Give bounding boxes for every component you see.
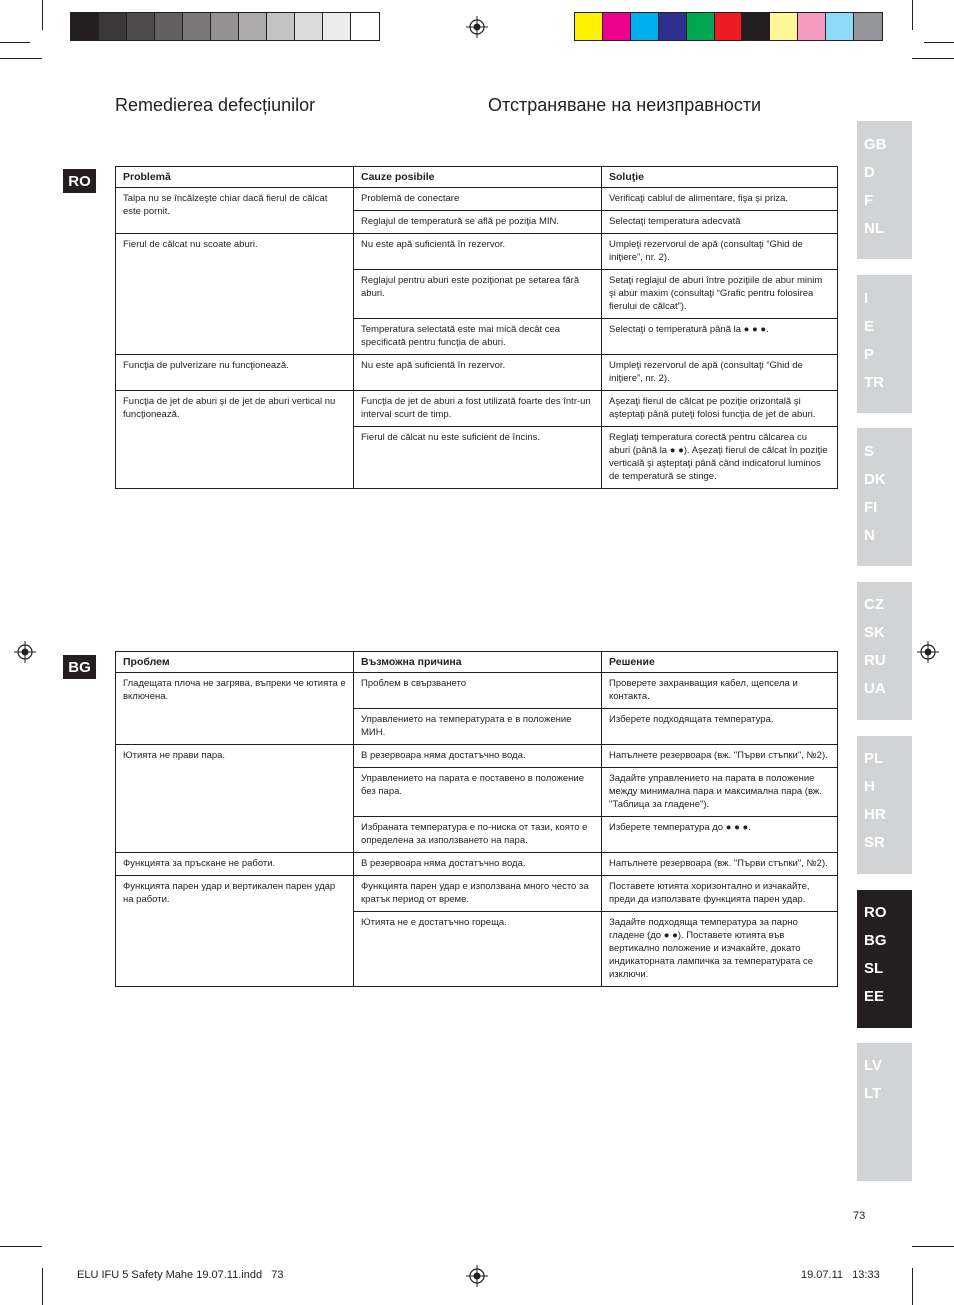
problem-cell: Гладещата плоча не загрява, въпреки че ютията е включена. [116, 673, 354, 745]
table-row [116, 188, 838, 211]
language-index-group [857, 428, 912, 566]
language-index-code: DK [864, 471, 886, 488]
language-index-code: CZ [864, 596, 884, 613]
language-index-code: LV [864, 1057, 883, 1074]
language-index-group [857, 275, 912, 413]
column-header: Възможна причина [354, 652, 602, 673]
footer-timestamp: 19.07.11 13:33 [801, 1269, 880, 1281]
color-swatch [603, 13, 631, 40]
solution-cell: Напълнете резервоара (вж. "Първи стъпки", №2). [602, 853, 838, 876]
column-header: Soluţie [602, 167, 838, 188]
crop-mark [912, 1268, 913, 1305]
cause-cell: Problemă de conectare [354, 188, 602, 211]
language-index-code: SL [864, 960, 884, 977]
problem-cell: Ютията не прави пара. [116, 745, 354, 853]
registration-mark-icon [917, 641, 939, 663]
problem-cell: Talpa nu se încălzeşte chiar dacă fierul de călcat este pornit. [116, 188, 354, 234]
language-index-code: LT [864, 1085, 882, 1102]
gray-swatch [351, 13, 379, 40]
solution-cell: Изберете подходящата температура. [602, 709, 838, 745]
language-index-code: NL [864, 220, 884, 237]
solution-cell: Umpleţi rezervorul de apă (consultaţi “Ghid de iniţiere”, nr. 2). [602, 355, 838, 391]
language-index-group [857, 736, 912, 874]
gray-swatch [323, 13, 351, 40]
column-header: Решение [602, 652, 838, 673]
solution-cell: Изберете температура до ● ● ●. [602, 817, 838, 853]
solution-cell: Verificaţi cablul de alimentare, fişa şi priza. [602, 188, 838, 211]
cause-cell: Управлението на температурата е в положение МИН. [354, 709, 602, 745]
gray-swatch [99, 13, 127, 40]
grayscale-color-bar [70, 12, 380, 41]
crop-mark [924, 42, 954, 43]
troubleshooting-table-bg [115, 651, 838, 987]
color-swatch [742, 13, 770, 40]
problem-cell: Funcţia de pulverizare nu funcţionează. [116, 355, 354, 391]
language-index-code: BG [864, 932, 887, 949]
registration-mark-icon [466, 1265, 488, 1287]
cause-cell: Проблем в свързването [354, 673, 602, 709]
color-swatch [715, 13, 743, 40]
crop-mark [0, 1246, 42, 1247]
cause-cell: Избраната температура е по-ниска от тази, която е определена за използването на пара. [354, 817, 602, 853]
registration-mark-icon [466, 16, 488, 38]
page-number: 73 [853, 1210, 866, 1222]
page-title-bg: Отстраняване на неизправности [488, 95, 762, 115]
language-index-code: I [864, 290, 869, 307]
language-index-code: P [864, 346, 875, 363]
cause-cell: Fierul de călcat nu este suficient de încins. [354, 427, 602, 489]
cause-cell: Ютията не е достатъчно гореща. [354, 912, 602, 987]
cause-cell: В резервоара няма достатъчно вода. [354, 745, 602, 768]
table-row [116, 876, 838, 912]
language-index-code: S [864, 443, 875, 460]
solution-cell: Задайте подходяща температура за парно гладене (до ● ●). Поставете ютията във вертикално положение и изчакайте, докато индикаторната лампичка за температурата се изключи. [602, 912, 838, 987]
language-index-code: PL [864, 750, 884, 767]
problem-cell: Функцията за пръскане не работи. [116, 853, 354, 876]
crop-mark [0, 42, 30, 43]
crop-mark [912, 0, 913, 30]
cause-cell: Reglajul pentru aburi este poziţionat pe setarea fără aburi. [354, 270, 602, 319]
gray-swatch [239, 13, 267, 40]
crop-mark [42, 0, 43, 30]
language-index-code: SR [864, 834, 885, 851]
crop-mark [0, 58, 42, 59]
solution-cell: Проверете захранващия кабел, щепсела и контакта. [602, 673, 838, 709]
language-index-code: E [864, 318, 875, 335]
solution-cell: Напълнете резервоара (вж. "Първи стъпки", №2). [602, 745, 838, 768]
page-title-ro: Remedierea defecțiunilor [115, 95, 316, 115]
language-index-group [857, 582, 912, 720]
color-swatch [826, 13, 854, 40]
table-row [116, 234, 838, 270]
crop-mark [912, 58, 954, 59]
cause-cell: Funcţia de jet de aburi a fost utilizată foarte des într-un interval scurt de timp. [354, 391, 602, 427]
cause-cell: Функцията парен удар е използвана много често за кратък период от време. [354, 876, 602, 912]
cause-cell: Temperatura selectată este mai mică decât cea specificată pentru funcţia de aburi. [354, 319, 602, 355]
solution-cell: Umpleţi rezervorul de apă (consultaţi “Ghid de iniţiere”, nr. 2). [602, 234, 838, 270]
problem-cell: Функцията парен удар и вертикален парен удар на работи. [116, 876, 354, 987]
language-badge-bg: BG [63, 655, 96, 679]
solution-cell: Поставете ютията хоризонтално и изчакайте, преди да използвате функцията парен удар. [602, 876, 838, 912]
solution-cell: Aşezaţi fierul de călcat pe poziţie orizontală şi aşteptaţi până puteţi folosi funcţia de jet de aburi. [602, 391, 838, 427]
table-row [116, 745, 838, 768]
language-index-code: FI [864, 499, 878, 516]
registration-mark-icon [14, 641, 36, 663]
table-row [116, 391, 838, 427]
cause-cell: Nu este apă suficientă în rezervor. [354, 234, 602, 270]
problem-cell: Fierul de călcat nu scoate aburi. [116, 234, 354, 355]
troubleshooting-table-ro [115, 166, 838, 489]
solution-cell: Selectaţi temperatura adecvată [602, 211, 838, 234]
color-swatch [798, 13, 826, 40]
table-header-row [116, 167, 838, 188]
solution-cell: Reglaţi temperatura corectă pentru călcarea cu aburi (până la ● ●). Aşezaţi fierul de călcat în poziţie verticală şi aşteptaţi până când indicatorul luminos de temperatură se stinge. [602, 427, 838, 489]
table-row [116, 355, 838, 391]
crop-mark [912, 1246, 954, 1247]
gray-swatch [127, 13, 155, 40]
crop-mark [42, 1268, 43, 1305]
solution-cell: Setaţi reglajul de aburi între poziţiile de abur minim şi abur maxim (consultaţi “Grafic pentru folosirea fierului de călcat”). [602, 270, 838, 319]
column-header: Cauze posibile [354, 167, 602, 188]
gray-swatch [155, 13, 183, 40]
color-swatch [631, 13, 659, 40]
cause-cell: Управлението на парата е поставено в положение без пара. [354, 768, 602, 817]
cause-cell: Reglajul de temperatură se află pe poziţia MIN. [354, 211, 602, 234]
gray-swatch [211, 13, 239, 40]
language-index-code: D [864, 164, 875, 181]
cause-cell: В резервоара няма достатъчно вода. [354, 853, 602, 876]
table-header-row [116, 652, 838, 673]
table-row [116, 673, 838, 709]
gray-swatch [183, 13, 211, 40]
language-index-code: TR [864, 374, 884, 391]
process-color-bar [574, 12, 883, 41]
language-index-code: HR [864, 806, 886, 823]
language-index-code: RU [864, 652, 886, 669]
color-swatch [659, 13, 687, 40]
color-swatch [770, 13, 798, 40]
footer-file-info: ELU IFU 5 Safety Mahe 19.07.11.indd 73 [77, 1269, 284, 1281]
language-index-group [857, 121, 912, 259]
table-row [116, 853, 838, 876]
language-index-group-active [857, 890, 912, 1028]
language-index-code: RO [864, 904, 887, 921]
color-swatch [575, 13, 603, 40]
language-index-code: UA [864, 680, 886, 697]
color-swatch [687, 13, 715, 40]
language-badge-ro: RO [63, 169, 96, 193]
gray-swatch [267, 13, 295, 40]
solution-cell: Задайте управлението на парата в положение между минимална пара и максимална пара (вж. "Таблица за гладене"). [602, 768, 838, 817]
column-header: Problemă [116, 167, 354, 188]
problem-cell: Funcţia de jet de aburi şi de jet de aburi vertical nu funcţionează. [116, 391, 354, 489]
color-swatch [854, 13, 882, 40]
solution-cell: Selectaţi o temperatură până la ● ● ●. [602, 319, 838, 355]
language-index-code: F [864, 192, 874, 209]
language-index-group [857, 1043, 912, 1181]
language-index-code: GB [864, 136, 887, 153]
gray-swatch [295, 13, 323, 40]
language-index-code: EE [864, 988, 885, 1005]
language-index-code: H [864, 778, 875, 795]
column-header: Проблем [116, 652, 354, 673]
language-index-code: SK [864, 624, 885, 641]
gray-swatch [71, 13, 99, 40]
language-index-code: N [864, 527, 875, 544]
cause-cell: Nu este apă suficientă în rezervor. [354, 355, 602, 391]
